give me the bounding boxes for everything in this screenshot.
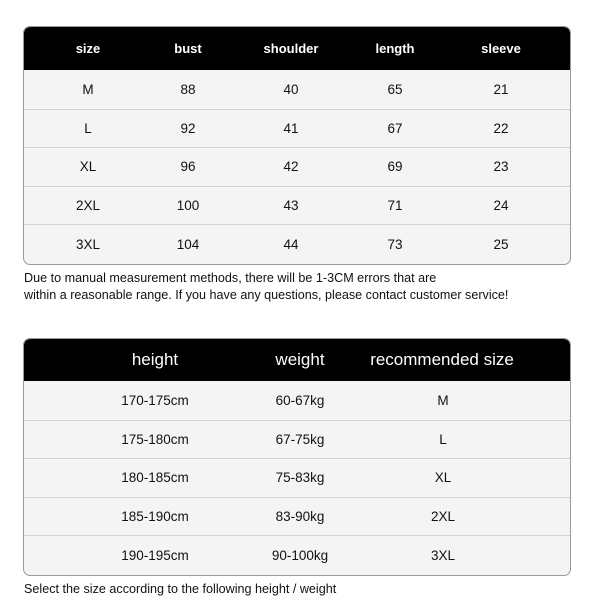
cell-weight: 90-100kg: [271, 547, 329, 563]
cell-weight: 75-83kg: [275, 470, 325, 486]
cell-size: XL: [79, 159, 97, 175]
recommended-size-header: [24, 339, 570, 381]
cell-length: 71: [387, 198, 403, 214]
cell-recommended-size: 2XL: [430, 509, 456, 525]
note-line-1: Due to manual measurement methods, there will be 1-3CM errors that are: [24, 271, 437, 285]
measurement-error-note: [24, 270, 584, 304]
table-row: [24, 381, 570, 420]
table-row: [24, 186, 570, 225]
cell-sleeve: 24: [493, 198, 509, 214]
cell-height: 175-180cm: [121, 431, 189, 447]
cell-length: 73: [387, 236, 403, 252]
header-size: size: [75, 41, 101, 56]
size-chart-header: [24, 27, 570, 70]
cell-recommended-size: L: [439, 431, 447, 447]
cell-recommended-size: 3XL: [430, 547, 456, 563]
table-row: [24, 420, 570, 459]
cell-shoulder: 43: [283, 198, 299, 214]
header-length: length: [375, 41, 415, 56]
cell-bust: 88: [180, 81, 196, 97]
recommended-size-body: [24, 381, 570, 574]
cell-bust: 100: [176, 198, 200, 214]
cell-sleeve: 23: [493, 159, 509, 175]
header-bust: bust: [174, 41, 202, 56]
size-selection-note: Select the size according to the following height / weight: [24, 582, 337, 596]
cell-length: 65: [387, 81, 403, 97]
cell-size: L: [84, 120, 92, 136]
cell-recommended-size: M: [437, 392, 449, 408]
cell-bust: 96: [180, 159, 196, 175]
table-row: [24, 497, 570, 536]
table-row: [24, 147, 570, 186]
cell-sleeve: 25: [493, 236, 509, 252]
table-row: [24, 70, 570, 109]
cell-height: 170-175cm: [121, 392, 189, 408]
cell-size: 3XL: [75, 236, 101, 252]
header-height: height: [131, 350, 179, 369]
table-row: [24, 109, 570, 148]
cell-shoulder: 40: [283, 81, 299, 97]
cell-shoulder: 44: [283, 236, 299, 252]
table-row: [24, 458, 570, 497]
table-row: [24, 535, 570, 574]
cell-height: 190-195cm: [121, 547, 189, 563]
size-chart-table: [23, 26, 571, 265]
header-sleeve: sleeve: [481, 41, 521, 56]
cell-bust: 104: [176, 236, 200, 252]
recommended-size-table: [23, 338, 571, 576]
cell-weight: 60-67kg: [275, 392, 325, 408]
header-weight: weight: [275, 350, 325, 369]
cell-shoulder: 42: [283, 159, 299, 175]
table-row: [24, 224, 570, 263]
cell-size: 2XL: [75, 198, 101, 214]
cell-sleeve: 21: [493, 81, 509, 97]
header-recommended-size: recommended size: [370, 350, 514, 369]
cell-weight: 67-75kg: [275, 431, 325, 447]
cell-recommended-size: XL: [434, 470, 452, 486]
cell-bust: 92: [180, 120, 196, 136]
cell-length: 69: [387, 159, 403, 175]
cell-shoulder: 41: [283, 120, 299, 136]
size-chart-body: [24, 70, 570, 263]
cell-weight: 83-90kg: [275, 509, 325, 525]
cell-height: 180-185cm: [121, 470, 189, 486]
cell-sleeve: 22: [493, 120, 509, 136]
cell-length: 67: [387, 120, 403, 136]
cell-height: 185-190cm: [121, 509, 189, 525]
note-line-2: within a reasonable range. If you have any questions, please contact customer service!: [24, 288, 509, 302]
header-shoulder: shoulder: [263, 41, 319, 56]
cell-size: M: [82, 81, 94, 97]
